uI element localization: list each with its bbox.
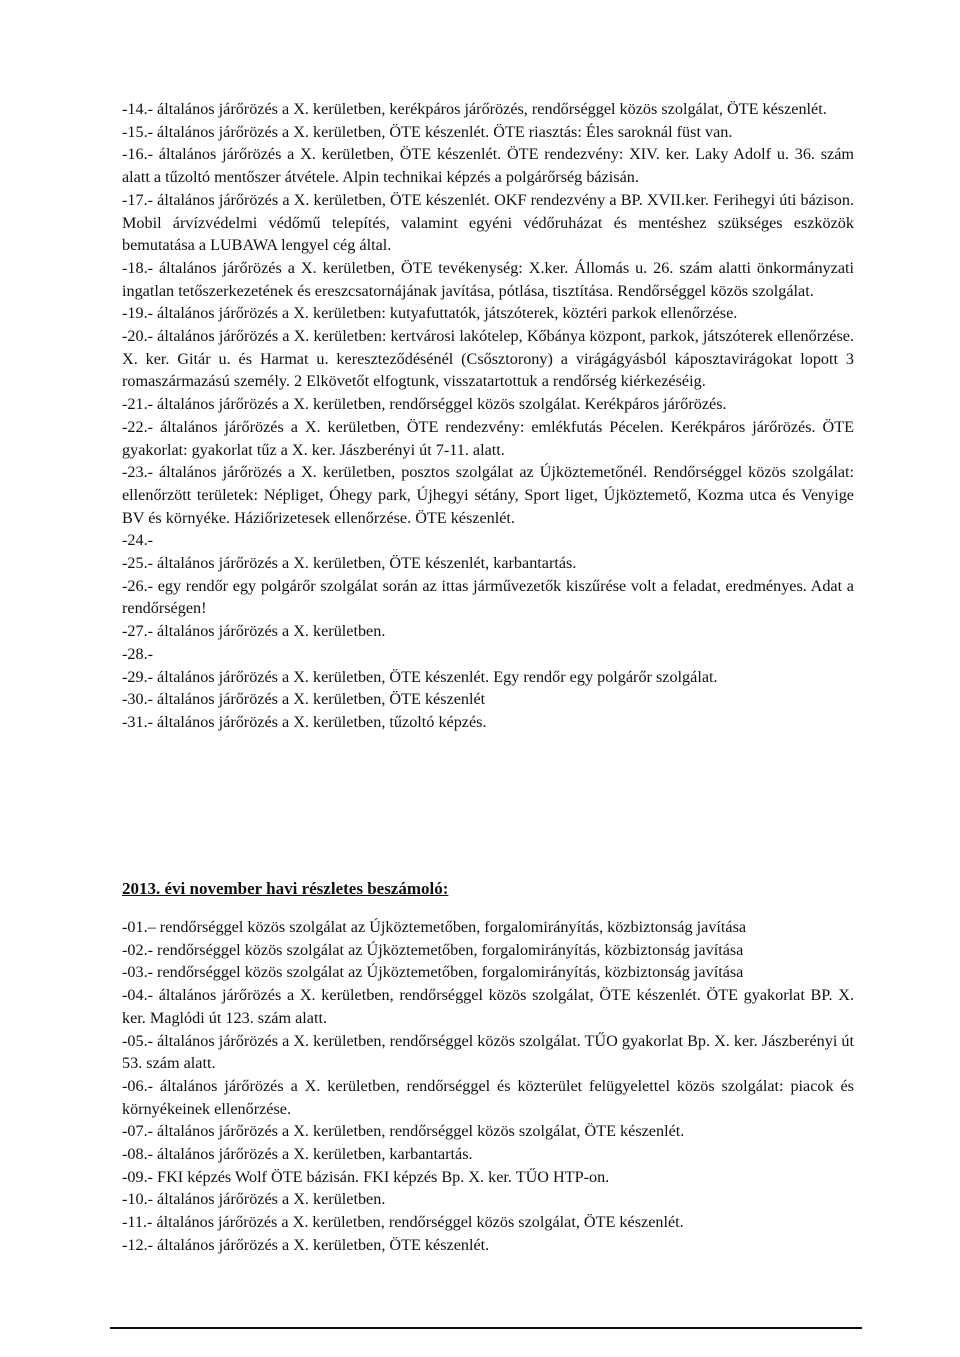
entry-24: -24.-: [122, 531, 154, 550]
entry-07: -07.- általános járőrözés a X. kerületben, rendőrséggel közös szolgálat, ÖTE készenlét.: [122, 1122, 685, 1141]
entry-17: -17.- általános járőrözés a X. kerületben, ÖTE készenlét. OKF rendezvény a BP. XVII.ker. Ferihegyi úti bázison. Mobil árvízvédelmi védőmű telepítés, valamint egyéni védőruházat és mentéshez szükséges eszközök bemutatása a LUBAWA lengyel cég által.: [122, 190, 854, 255]
entry-19: -19.- általános járőrözés a X. kerületben: kutyafuttatók, játszóterek, köztéri parkok ellenőrzése.: [122, 304, 738, 323]
entry-11: -11.- általános járőrözés a X. kerületben, rendőrséggel közös szolgálat, ÖTE készenlét.: [122, 1213, 684, 1232]
entry-01: -01.– rendőrséggel közös szolgálat az Újköztemetőben, forgalomirányítás, közbiztonság javítása: [122, 918, 747, 936]
entry-29: -29.- általános járőrözés a X. kerületben, ÖTE készenlét. Egy rendőr egy polgárőr szolgálat.: [122, 667, 718, 686]
entry-06: -06.- általános járőrözés a X. kerületben, rendőrséggel és közterület felügyelettel közös szolgálat: piacok és környékeinek ellenőrzése.: [122, 1076, 854, 1118]
entry-22: -22.- általános járőrözés a X. kerületben, ÖTE rendezvény: emlékfutás Pécelen. Kerékpáros járőrözés. ÖTE gyakorlat: gyakorlat tűz a X. ker. Jászberényi út 7-11. alatt.: [122, 417, 854, 459]
entry-02: -02.- rendőrséggel közös szolgálat az Újköztemetőben, forgalomirányítás, közbiztonság javítása: [122, 940, 744, 959]
entry-23: -23.- általános járőrözés a X. kerületben, posztos szolgálat az Újköztemetőnél. Rendőrséggel közös szolgálat: ellenőrzött területek: Népliget, Óhegy park, Újhegyi sétány, Sport liget, Újköztemető, Kozma utca és Venyige BV és környéke. Háziőrizetesek ellenőrzése. ÖTE készenlét.: [122, 463, 854, 527]
entry-25: -25.- általános járőrözés a X. kerületben, ÖTE készenlét, karbantartás.: [122, 554, 577, 573]
entry-04: -04.- általános járőrözés a X. kerületben, rendőrséggel közös szolgálat, ÖTE készenlét. ÖTE gyakorlat BP. X. ker. Maglódi út 123. szám alatt.: [122, 986, 854, 1027]
entry-15: -15.- általános járőrözés a X. kerületben, ÖTE készenlét. ÖTE riasztás: Éles saroknál füst van.: [122, 122, 733, 141]
entry-09: -09.- FKI képzés Wolf ÖTE bázisán. FKI képzés Bp. X. ker. TŰO HTP-on.: [122, 1167, 610, 1186]
bottom-rule: [110, 1327, 862, 1329]
entry-26: -26.- egy rendőr egy polgárőr szolgálat során az ittas járművezetők kiszűrése volt a feladat, eredményes. Adat a rendőrségen!: [122, 576, 854, 618]
entry-16: -16.- általános járőrözés a X. kerületben, ÖTE készenlét. ÖTE rendezvény: XIV. ker. Laky Adolf u. 36. szám alatt a tűzoltó mentőszer átvétele. Alpin technikai képzés a polgárőrség bázisán.: [122, 145, 854, 187]
entry-08: -08.- általános járőrözés a X. kerületben, karbantartás.: [122, 1145, 473, 1164]
entry-10: -10.- általános járőrözés a X. kerületben.: [122, 1190, 386, 1209]
entry-12: -12.- általános járőrözés a X. kerületben, ÖTE készenlét.: [122, 1235, 490, 1254]
entry-14: -14.- általános járőrözés a X. kerületben, kerékpáros járőrözés, rendőrséggel közös szolgálat, ÖTE készenlét.: [122, 100, 827, 118]
entry-30: -30.- általános járőrözés a X. kerületben, ÖTE készenlét: [122, 690, 486, 709]
entry-18: -18.- általános járőrözés a X. kerületben, ÖTE tevékenység: X.ker. Állomás u. 26. szám alatti önkormányzati ingatlan tetőszerkezetének és ereszcsatornájának javítása, pótlása, tisztítása. Rendőrséggel közös szolgálat.: [122, 258, 854, 300]
entry-20: -20.- általános járőrözés a X. kerületben: kertvárosi lakótelep, Kőbánya központ, parkok, játszóterek ellenőrzése. X. ker. Gitár u. és Harmat u. kereszteződésénél (Csősztorony) a virágágyásból káposztavirágokat lopott 3 romaszármazású személy. 2 Elkövetőt elfogtunk, visszatartottuk a rendőrség kiérkezéséig.: [122, 327, 854, 391]
entry-28: -28.-: [122, 644, 154, 663]
entry-05: -05.- általános járőrözés a X. kerületben, rendőrséggel közös szolgálat. TŰO gyakorlat Bp. X. ker. Jászberényi út 53. szám alatt.: [122, 1031, 854, 1073]
section-title: 2013. évi november havi részletes beszámoló:: [122, 879, 449, 898]
entry-03: -03.- rendőrséggel közös szolgálat az Újköztemetőben, forgalomirányítás, közbiztonság javítása: [122, 963, 744, 982]
entry-31: -31.- általános járőrözés a X. kerületben, tűzoltó képzés.: [122, 712, 487, 731]
daily-entries-october: [122, 98, 854, 734]
entry-21: -21.- általános járőrözés a X. kerületben, rendőrséggel közös szolgálat. Kerékpáros járőrözés.: [122, 395, 727, 414]
daily-entries-november: [122, 916, 854, 1257]
entry-27: -27.- általános járőrözés a X. kerületben.: [122, 622, 386, 641]
